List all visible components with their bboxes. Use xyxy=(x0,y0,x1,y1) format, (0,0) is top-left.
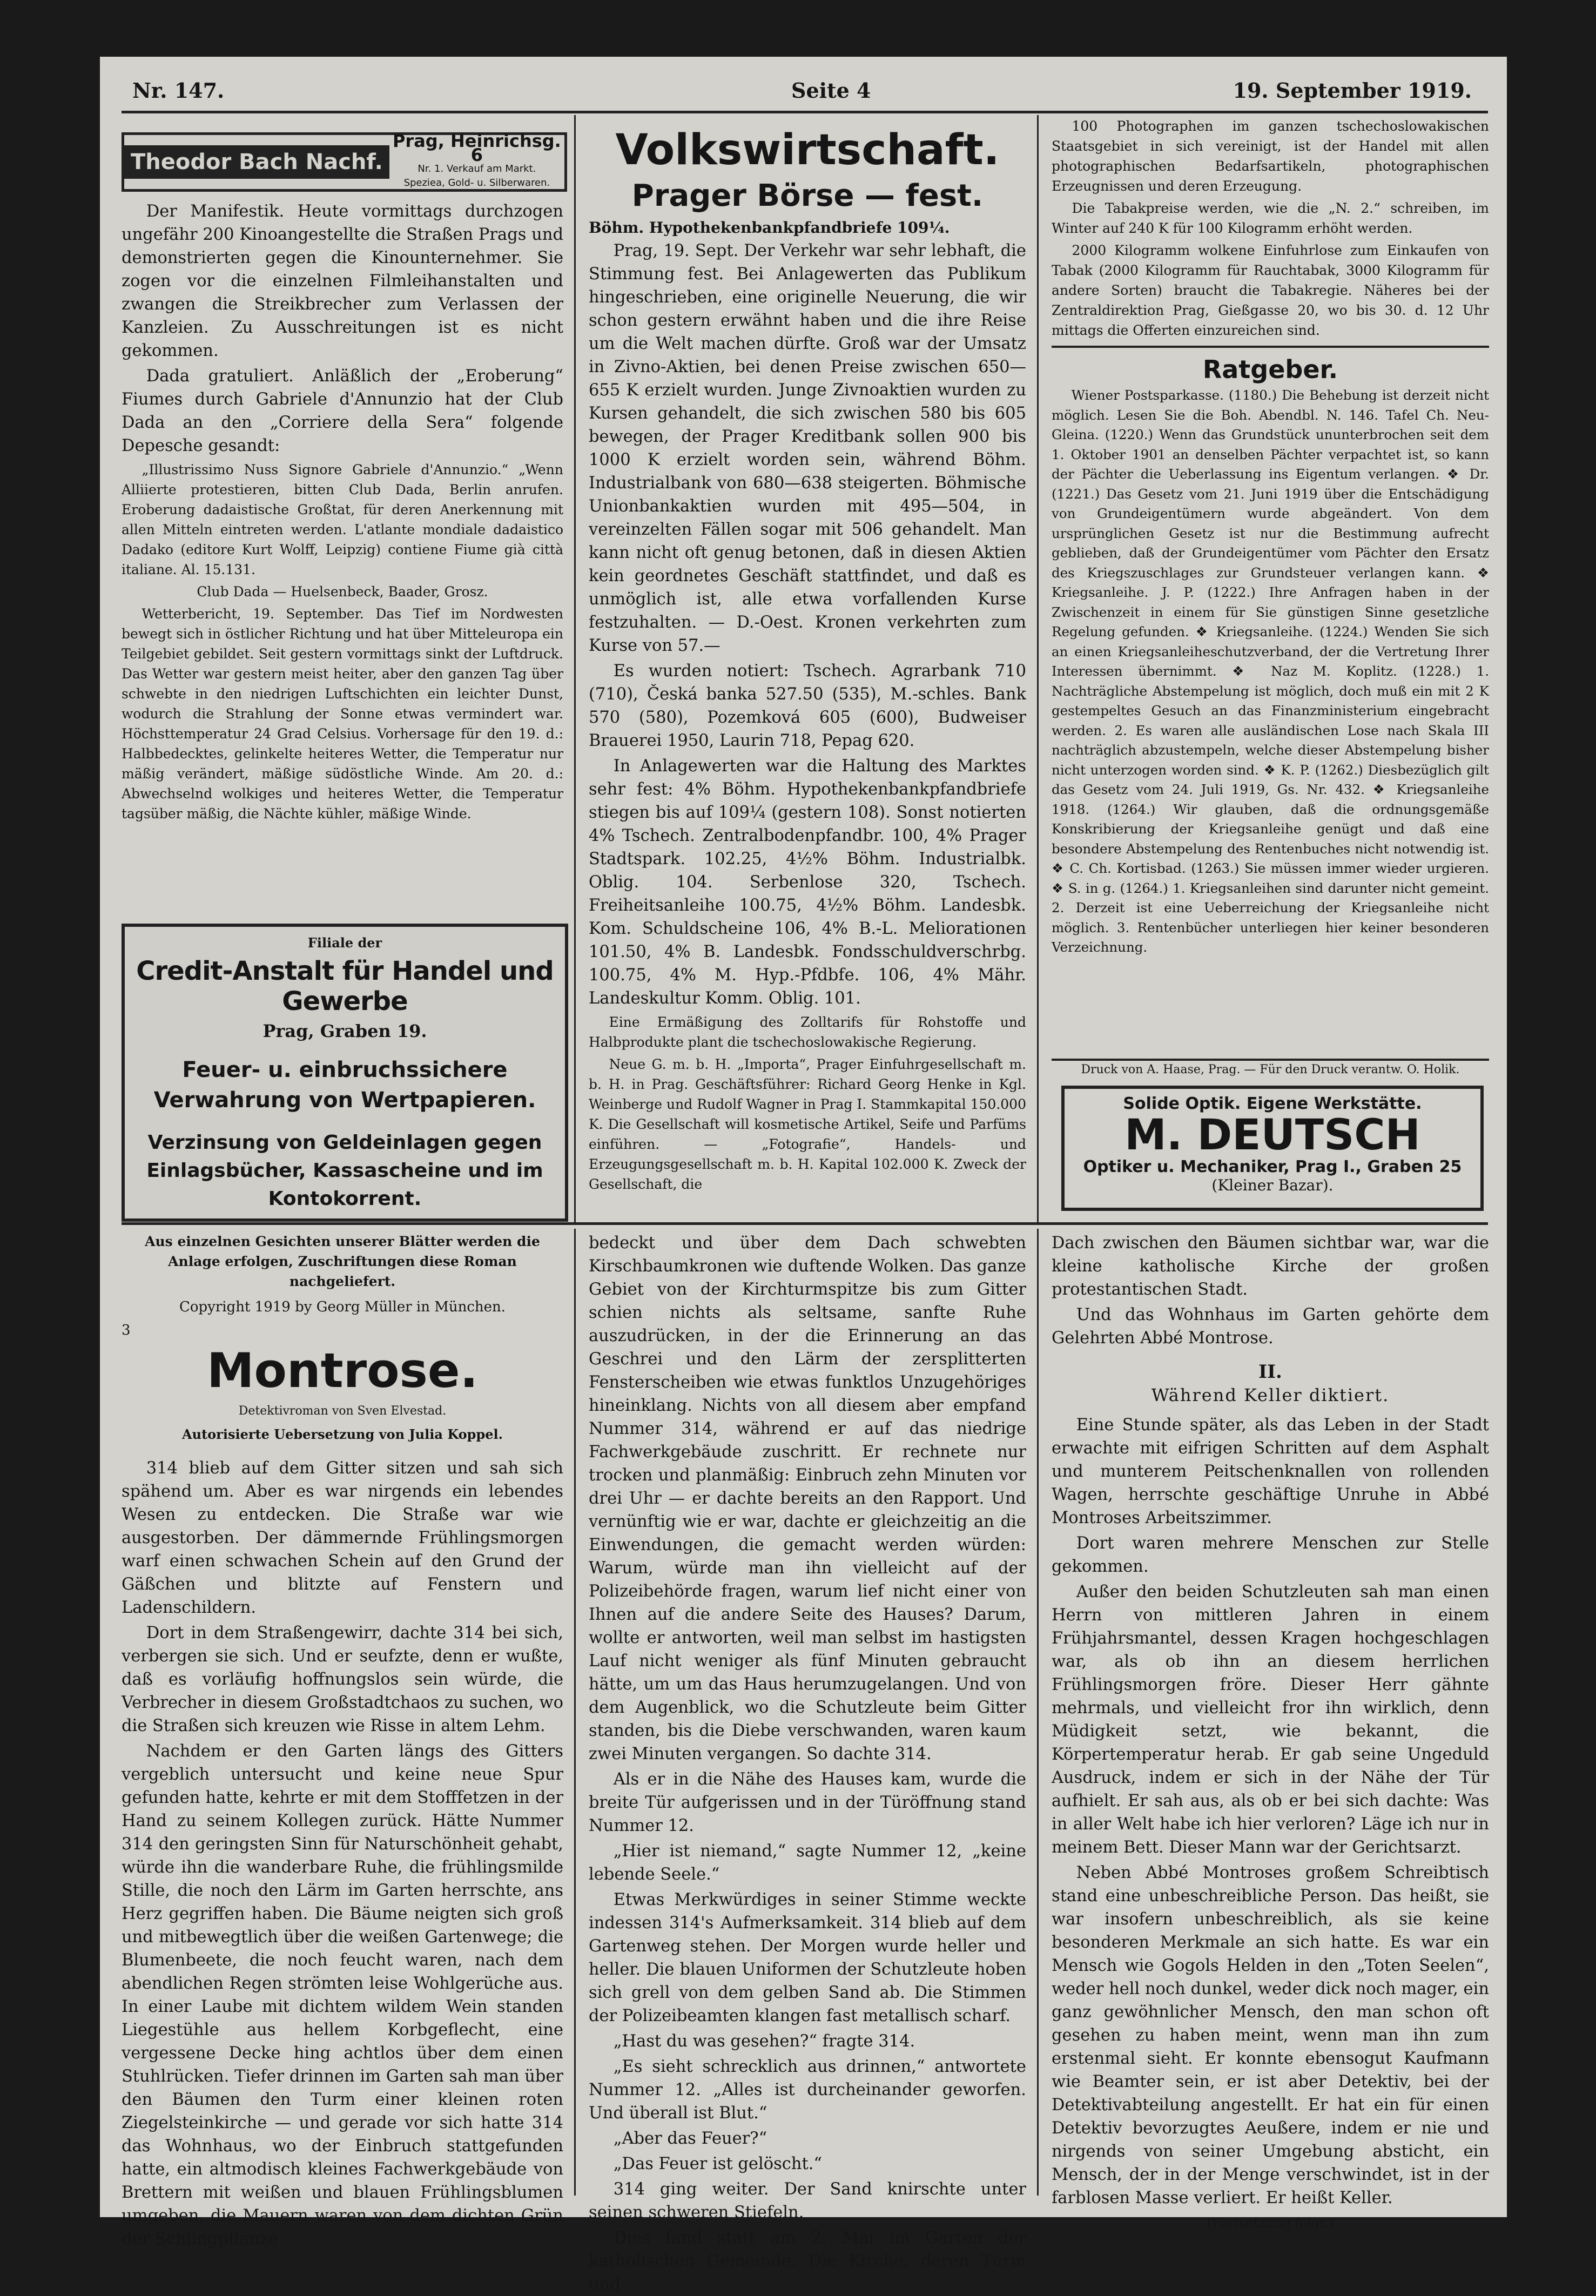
novel-notice: Aus einzelnen Gesichten unserer Blätter werden die Anlage erfolgen, Zuschriftungen diese Roman nachgeliefert. xyxy=(145,1234,540,1289)
continued-note: (Fortsetzung folgt.) xyxy=(1207,2216,1334,2231)
imprint: Druck von A. Haase, Prag. — Für den Druck verantw. O. Holik. xyxy=(1052,1059,1489,1076)
novel-paragraph: Dies fand statt am 2. Mai im Garten der katholischen Gemeinde. Die Kirche, deren Turm und xyxy=(589,2228,1026,2294)
novel-author: Detektivroman von Sven Elvestad. xyxy=(238,1404,447,1418)
ad-deutsch-address: Optiker u. Mechaniker, Prag I., Graben 25 xyxy=(1083,1157,1462,1176)
novel-paragraph: 314 blieb auf dem Gitter sitzen und sah sich spähend um. Aber es war nirgends ein lebendes Wesen zu entdecken. Die Straße war wie ausgestorben. Der dämmernde Frühlingsmorgen warf einen schwachen Schein auf den Grund der Gäßchen und blitzte auf Fenstern und Ladenschildern. xyxy=(122,1459,563,1617)
section-rule xyxy=(1052,346,1489,348)
ad-deutsch xyxy=(1061,1086,1484,1211)
news-dada-telegram: „Illustrissimo Nuss Signore Gabriele d'Annunzio.“ „Wenn Alliierte protestieren, bitten Club Dada, Berlin anrufen. Eroberung dadaistische Großtat, für deren Anerkennung mit allen Mitteln eintreten werden. L'atlante mondiale dadaistico Dadako (editore Kurt Wolff, Leipzig) contiene Fiume già città italiane. Al. 15.131. xyxy=(122,462,563,577)
page-number: Seite 4 xyxy=(791,78,871,103)
novel-translator: Autorisierte Uebersetzung von Julia Koppel. xyxy=(182,1426,503,1442)
ad-credit-interest: Verzinsung von Geldeinlagen gegen Einlagsbücher, Kassascheine und im Kontokorrent. xyxy=(146,1132,543,1210)
economy-subtitle: Prager Börse — fest. xyxy=(631,178,984,213)
novel-paragraph: Eine Stunde später, als das Leben in der Stadt erwachte mit eifrigen Schritten auf dem Asphalt und munterem Peitschenknallen von rollenden Wagen, herrschte geschäftige Unruhe in Abbé Montroses Arbeitszimmer. xyxy=(1052,1416,1489,1527)
ad-credit-line1: Filiale der xyxy=(307,935,382,951)
novel-paragraph: „Hast du was gesehen?“ fragte 314. xyxy=(613,2032,915,2051)
novel-paragraph: Etwas Merkwürdiges in seiner Stimme weckte indessen 314's Aufmerksamkeit. 314 blieb auf dem Gartenweg stehen. Der Morgen wurde heller und heller. Die blauen Uniformen der Schutzleute hoben sich grell von dem gelben Sand ab. Die Stimmen der Polizeibeamten klangen fast metallisch scharf. xyxy=(589,1890,1026,2025)
economy-quotes: Es wurden notiert: Tschech. Agrarbank 710 (710), Česká banka 527.50 (535), M.-schles. Bank 570 (580), Pozemková 605 (600), Budweiser Brauerei 1950, Laurin 718, Pepag 620. xyxy=(589,662,1026,750)
tobacco-tender: 2000 Kilogramm wolkene Einfuhrlose zum Einkaufen von Tabak (2000 Kilogramm für Rauchtabak, 3000 Kilogramm für andere Sorten) braucht die Tabakregie. Näheres bei der Zentraldirektion Prag, Gießgasse 20, wo bis 30. d. 12 Uhr mittags die Offerten einzureichen sind. xyxy=(1052,243,1489,338)
novel-paragraph: Neben Abbé Montroses großem Schreibtisch stand eine unbeschreibliche Person. Das heißt, sie war insofern unbeschreiblich, als sie keine besonderen Merkmale an sich hatte. Es war ein Mensch wie Gogols Helden in den „Toten Seelen“, weder hell noch dunkel, weder dick noch mager, ein ganz gewöhnlicher Mensch, den man schon oft gesehen zu haben meint, wenn man ihn zum erstenmal sieht. Er konnte ebensogut Kaufmann wie Beamter sein, er ist aber Detektiv, bei der Detektivabteilung angestellt. Er hat ein für einen Detektiv bevorzugtes Aeußere, indem er nie und nirgends von seiner Umgebung absticht, ein Mensch, der in der Menge verschwindet, ist in der farblosen Masse verliert. Er heißt Keller. xyxy=(1052,1863,1489,2207)
ad-bach-name: Theodor Bach Nachf. xyxy=(124,145,389,179)
tobacco-prices: Die Tabakpreise werden, wie die „N. 2.“ schreiben, im Winter auf 240 K für 100 Kilogramm erhöht werden. xyxy=(1052,200,1489,236)
header-rule xyxy=(122,111,1488,113)
issue-date: 19. September 1919. xyxy=(1233,78,1472,103)
column-rule xyxy=(574,1229,576,2196)
novel-copyright: Copyright 1919 by Georg Müller in München. xyxy=(179,1299,506,1315)
novel-title: Montrose. xyxy=(206,1343,479,1398)
right-column xyxy=(1052,116,1489,1051)
novel-paragraph: „Aber das Feuer?“ xyxy=(613,2129,767,2148)
ad-deutsch-slogan: Solide Optik. Eigene Werkstätte. xyxy=(1123,1094,1422,1113)
novel-paragraph: Dort waren mehrere Menschen zur Stelle gekommen. xyxy=(1052,1534,1489,1576)
novel-paragraph: „Hier ist niemand,“ sagte Nummer 12, „keine lebende Seele.“ xyxy=(589,1842,1026,1884)
news-weather: Wetterbericht, 19. September. Das Tief im Nordwesten bewegt sich in östlicher Richtung und hat über Mitteleuropa ein Teilgebiet gebildet. Seit gestern vormittags sinkt der Luftdruck. Das Wetter war gestern meist heiter, aber den ganzen Tag über schwebte in den niedrigen Luftschichten ein leichter Dunst, wodurch die Strahlung der Sonne etwas vermindert war. Höchsttemperatur 24 Grad Celsius. Vorhersage für den 19. d.: Halbbedecktes, gelinkelte heiteres Wetter, die Temperatur nur mäßig verändert, mäßige südöstliche Winde. Am 20. d.: Abwechselnd wolkiges und heiteres Wetter, die Temperatur tagsüber mäßig, die Nächte kühler, mäßige Winde. xyxy=(122,606,563,822)
local-news-column xyxy=(122,200,563,913)
ad-bach xyxy=(122,132,567,192)
economy-tariff: Eine Ermäßigung des Zolltarifs für Rohstoffe und Halbprodukte plant die tschechoslowakische Regierung. xyxy=(589,1014,1026,1050)
novel-paragraph: bedeckt und über dem Dach schwebten Kirschbaumkronen wie duftende Wolken. Das ganze Gebiet von der Kirchturmspitze bis zum Gitter schien nichts als seltsame, sanfte Ruhe auszudrücken, in der die Erinnerung an das Geschrei und den Lärm der zersplitterten Fensterscheiben wie etwas funktlos Unzugehöriges hineinklang. Nichts von all diesem aber empfand Nummer 314, während er auf das niedrige Fachwerkgebäude zuschritt. Er rechnete nur trocken und planmäßig: Einbruch zehn Minuten vor drei Uhr — er dachte bereits an den Rapport. Und vernünftig wie er war, dachte er gleichzeitig an die Einwendungen, die gemacht werden würden: Warum, würde man ihn vielleicht auf der Polizeibehörde fragen, warum lief nicht einer von Ihnen auf die andere Seite des Hauses? Darum, wollte er antworten, weil man selbst im hastigsten Lauf nicht weniger als fünf Minuten gebraucht hätte, um um das Haus herumzugelangen. Und von dem Augenblick, wo die Schutzleute beim Gitter standen, bis die Diebe verschwanden, waren kaum zwei Minuten vergangen. So dachte 314. xyxy=(589,1234,1026,1763)
ad-bach-line3: Speziea, Gold- u. Silberwaren. xyxy=(403,177,550,188)
news-dada-signature: Club Dada — Huelsenbeck, Baader, Grosz. xyxy=(197,584,488,600)
ad-bach-line2: Nr. 1. Verkauf am Markt. xyxy=(417,163,536,174)
feuilleton-rule xyxy=(122,1222,1488,1225)
ad-credit-safekeeping: Feuer- u. einbruchssichere Verwahrung von Wertpapieren. xyxy=(153,1058,536,1113)
economy-market-report: Prag, 19. Sept. Der Verkehr war sehr lebhaft, die Stimmung fest. Bei Anlagewerten das Publikum hingeschrieben, eine originelle Neuerung, die wir schon gestern erwähnt haben und die ihre Reise um die Welt machen dürfte. Groß war der Umsatz in Zivno-Aktien, bei denen Preise zwischen 650—655 K erzielt wurden. Junge Zivnoaktien wurden zu Kursen gehandelt, die sich zwischen 580 bis 605 bewegen, der Prager Kreditbank sollen 900 bis 1000 K erzielt worden sein, während Böhm. Industrialbank von 680—638 steigerten. Böhmische Unionbankaktien wurden mit 495—504, in vereinzelten Fällen sogar mit 506 gehandelt. Man kann nicht oft genug betonen, daß in diesen Aktien kein geordnetes Geschäft stattfindet, und daß es unmöglich ist, alle etwa vorfallenden Kurse festzuhalten. — D.-Oest. Kronen verkehrten zum Kurse von 57.— xyxy=(589,241,1026,655)
photo-association: 100 Photographen im ganzen tschechoslowakischen Staatsgebiet in sich vereinigt, ist der Handel mit allen photographischen Bedarfsartikeln, photographischen Erzeugnissen und deren Erzeugung. xyxy=(1052,118,1489,194)
novel-part-number: 3 xyxy=(122,1322,131,1338)
novel-paragraph: Dort in dem Straßengewirr, dachte 314 bei sich, verbergen sie sich. Und er seufzte, denn er wußte, daß es vorläufig hoffnungslos sein würde, die Verbrecher in diesem Großstadtchaos zu suchen, wo die Straßen sich kreuzen wie Risse in altem Lehm. xyxy=(122,1624,563,1735)
issue-number: Nr. 147. xyxy=(132,78,225,103)
novel-paragraph: Als er in die Nähe des Hauses kam, wurde die breite Tür aufgerissen und in der Türöffnung stand Nummer 12. xyxy=(589,1770,1026,1835)
economy-title: Volkswirtschaft. xyxy=(615,126,1000,174)
news-kino-demo: Der Manifestik. Heute vormittags durchzogen ungefähr 200 Kinoangestellte die Straßen Prags und demonstrierten gegen die Kinounternehmer. Sie zogen vor die einzelnen Filmleihanstalten und zwangen die Streikbrecher zum Verlassen der Kanzleien. Zu Ausschreitungen ist es nicht gekommen. xyxy=(122,202,563,360)
newspaper-page xyxy=(100,57,1507,2294)
ad-credit-name: Credit-Anstalt für Handel und Gewerbe xyxy=(136,956,554,1016)
ad-credit-anstalt xyxy=(122,924,568,1222)
novel-column-1 xyxy=(122,1231,563,2248)
novel-column-3 xyxy=(1052,1231,1489,2231)
ad-bach-address: Prag, Heinrichsg. 6 xyxy=(392,131,561,165)
novel-paragraph: „Das Feuer ist gelöscht.“ xyxy=(613,2154,823,2173)
economy-bonds: In Anlagewerten war die Haltung des Marktes sehr fest: 4% Böhm. Hypothekenbankpfandbriefe stiegen bis auf 109¼ (gestern 108). Sonst notierten 4% Tschech. Zentralbodenpfandbr. 100, 4% Prager Stadtspark. 102.25, 4½% Böhm. Industrialbk. Oblig. 104. Serbenlose 320, Tschech. Freiheitsanleihe 100.75, 4½% Böhm. Landesbk. Kom. Schuldscheine 106, 4% B.-L. Meliorationen 101.50, 4% B. Landesbk. Fondsschuldverschrbg. 100.75, 4% M. Hyp.-Pfdbfe. 106, 4% Mähr. Landeskultur Komm. Oblig. 101. xyxy=(589,757,1026,1008)
novel-paragraph: „Es sieht schrecklich aus drinnen,“ antwortete Nummer 12. „Alles ist durcheinander geworfen. Und überall ist Blut.“ xyxy=(589,2057,1026,2123)
novel-paragraph: 314 ging weiter. Der Sand knirschte unter seinen schweren Stiefeln. xyxy=(589,2180,1026,2222)
chapter-number: II. xyxy=(1258,1361,1282,1383)
novel-paragraph: Außer den beiden Schutzleuten sah man einen Herrn von mittleren Jahren in einem Frühjahrsmantel, dessen Kragen hochgeschlagen war, als ob ihn an diesem herrlichen Frühlingsmorgen fröre. Dieser Herr gähnte mehrmals, und vielleicht fror ihn wirklich, denn Müdigkeit setzt, wie bekannt, die Körpertemperatur herab. Er gab seine Ungeduld Ausdruck, indem er sich in der Nähe der Tür aufhielt. Er sah aus, als ob er bei sich dachte: Was in aller Welt habe ich hier verloren? Läge ich nur in meinem Bett. Dieser Mann war der Gerichtsarzt. xyxy=(1052,1583,1489,1857)
novel-column-2 xyxy=(589,1231,1026,2294)
ad-deutsch-name: M. DEUTSCH xyxy=(1124,1111,1420,1160)
news-dada: Dada gratuliert. Anläßlich der „Eroberung“ Fiumes durch Gabriele d'Annunzio hat der Club Dada an den „Corriere della Sera“ folgende Depesche gesandt: xyxy=(122,367,563,455)
ad-credit-address: Prag, Graben 19. xyxy=(262,1021,427,1041)
advice-title: Ratgeber. xyxy=(1202,355,1338,384)
column-rule xyxy=(1037,115,1039,1222)
economy-column xyxy=(589,124,1026,1218)
novel-paragraph: Dach zwischen den Bäumen sichtbar war, war die kleine katholische Kirche der großen protestantischen Stadt. xyxy=(1052,1234,1489,1299)
novel-paragraph: Und das Wohnhaus im Garten gehörte dem Gelehrten Abbé Montrose. xyxy=(1052,1305,1489,1348)
column-rule xyxy=(574,115,576,1222)
economy-new-companies: Neue G. m. b. H. „Importa“, Prager Einfuhrgesellschaft m. b. H. in Prag. Geschäftsführer: Richard Georg Henke in Kgl. Weinberge und Rudolf Wagner in Prag I. Stammkapital 150.000 K. Die Gesellschaft will kosmetische Artikel, Seife und Parfüms einführen. — „Fotografie“, Handels- und Erzeugungsgesellschaft m. b. H. Kapital 102.000 K. Zweck der Gesellschaft, die xyxy=(589,1056,1026,1192)
advice-text: Wiener Postsparkasse. (1180.) Die Behebung ist derzeit nicht möglich. Lesen Sie die Boh. Abendbl. N. 146. Tafel Ch. Neu-Gleina. (1220.) Wenn das Grundstück ununterbrochen seit dem 1. Oktober 1901 an denselben Pächter verpachtet ist, so kann der Pächter die Ueberlassung ins Eigentum verlangen. ❖ Dr. (1221.) Das Gesetz vom 21. Juni 1919 über die Entschädigung von Grundeigentümern wurde abgeändert. Von dem ursprünglichen Gesetz ist nur die Bestimmung aufrecht geblieben, daß der Grundeigentümer vom Pächter den Ersatz des Kriegszuschlages zur Grundsteuer verlangen kann. ❖ Kriegsanleihe. J. P. (1222.) Ihre Anfragen haben in der Zwischenzeit in einem für Sie günstigen Sinne gesetzliche Regelung gefunden. ❖ Kriegsanleihe. (1224.) Wenden Sie sich an einen Kriegsanleiheschutzverband, der die Vertretung Ihrer Interessen übernimmt. ❖ Naz M. Koplitz. (1228.) 1. Nachträgliche Abstempelung ist möglich, doch muß ein mit 2 K gestempeltes Gesuch an das Finanzministerium eingebracht werden. 2. Es waren alle ausländischen Lose nach Skala III nachträglich abzustempeln, welche dieser Abstempelung bisher nicht unterzogen worden sind. ❖ K. P. (1262.) Diesbezüglich gilt das Gesetz vom 24. Juli 1919, Gs. Nr. 432. ❖ Kriegsanleihe 1918. (1264.) Wir glauben, daß die ordnungsgemäße Konskribierung der Kriegsanleihe genügt und daß eine besondere Abstempelung des Rentenbuches nicht notwendig ist. ❖ C. Ch. Kortisbad. (1263.) Sie müssen immer wieder urgieren. ❖ S. in g. (1264.) 1. Kriegsanleihen sind darunter nicht gemeint. 2. Derzeit ist eine Ueberreichung der Kriegsanleihe nicht möglich. 3. Rentenbücher unterliegen hier keiner besonderen Verzeichnung. xyxy=(1052,387,1489,955)
ad-deutsch-location: (Kleiner Bazar). xyxy=(1211,1176,1334,1194)
novel-paragraph: Nachdem er den Garten längs des Gitters vergeblich untersucht und keine neue Spur gefunden hatte, kehrte er mit dem Stofffetzen in der Hand zu seinem Kollegen zurück. Hätte Nummer 314 den geringsten Sinn für Naturschönheit gehabt, würde ihn die wanderbare Ruhe, die frühlingsmilde Stille, die noch den Lärm im Garten herrschte, ans Herz gegriffen haben. Die Bäume neigten sich groß und mitbewegtlich über die weißen Gartenwege; die Blumenbeete, die noch feucht waren, nach dem abendlichen Regen strömten leise Wohlgerüche aus. In einer Laube mit dichtem wildem Wein standen Liegestühle aus hellem Korbgeflecht, eine vergessene Decke hing achtlos über dem einen Stuhlrücken. Tiefer drinnen im Garten sah man über den Bäumen den Turm einer kleinen roten Ziegelsteinkirche — und gerade vor sich hatte 314 das Wohnhaus, wo der Einbruch stattgefunden hatte, ein altmodisch kleines Fachwerkgebäude von Brettern mit weißen und blauen Frühlingsblumen umgeben, die Mauern waren von dem dichten Grün der Schlingpflanze xyxy=(122,1742,563,2248)
economy-lead: Böhm. Hypothekenbankpfandbriefe 109¼. xyxy=(589,219,950,237)
column-rule xyxy=(1037,1229,1039,2196)
chapter-title: Während Keller diktiert. xyxy=(1151,1385,1390,1405)
